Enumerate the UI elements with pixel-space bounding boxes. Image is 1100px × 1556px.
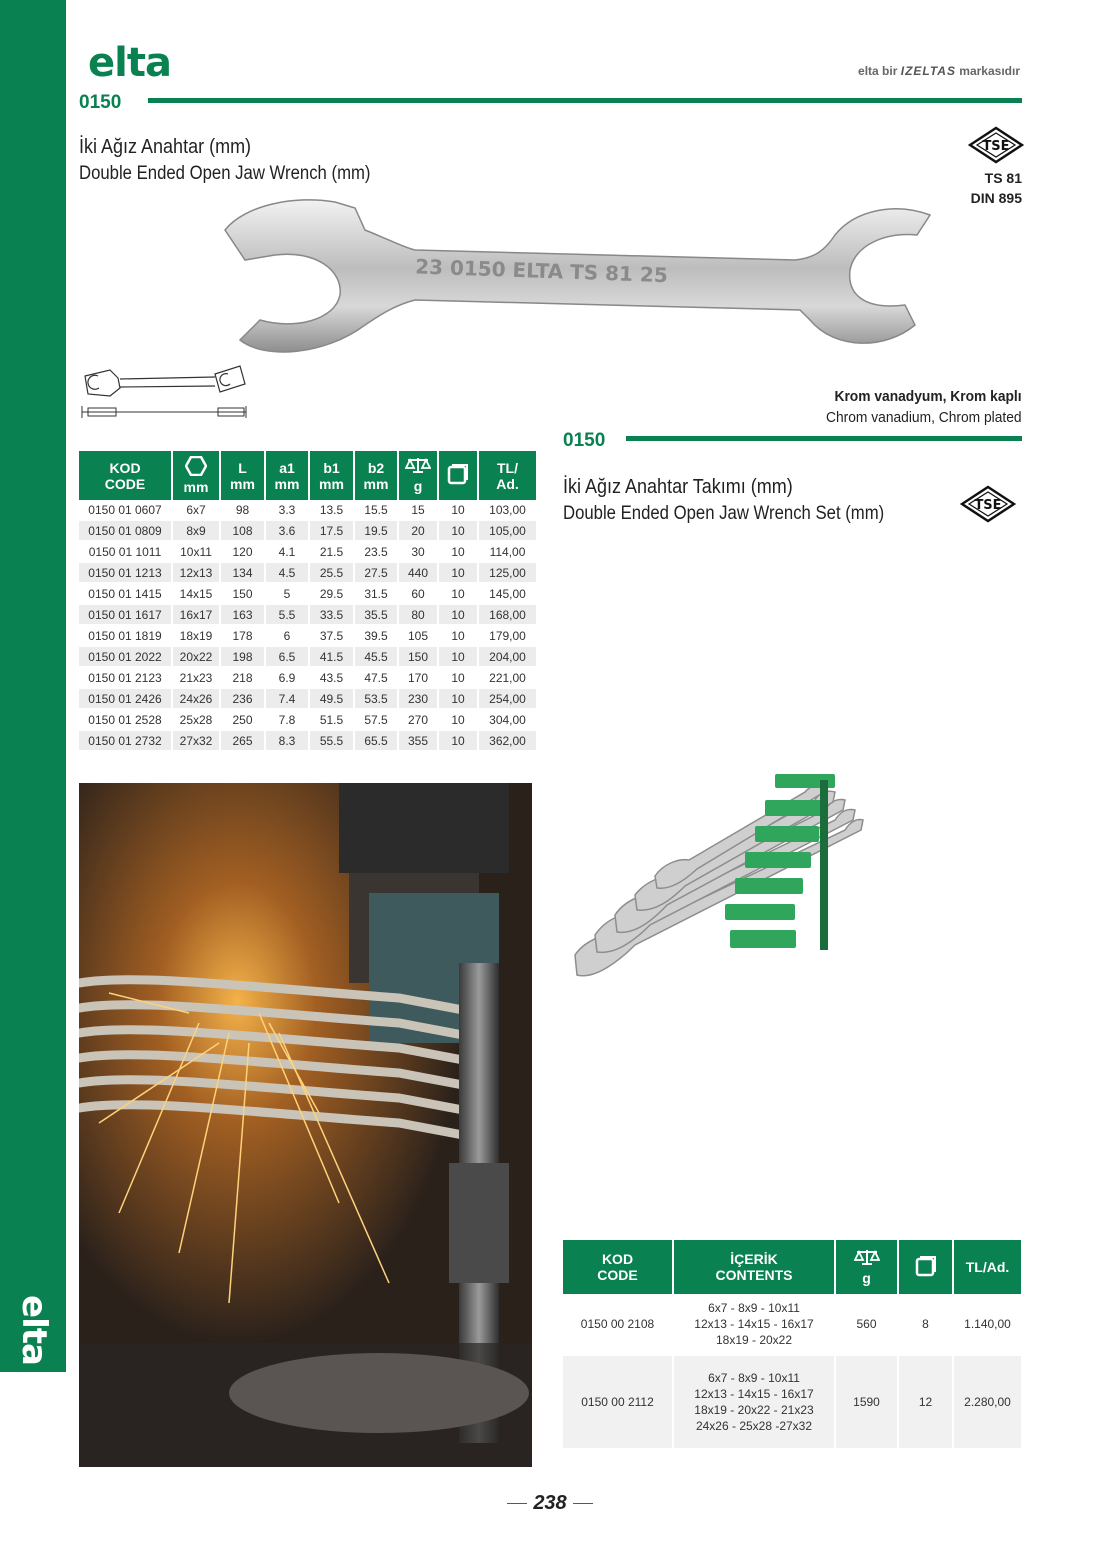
table-cell: 0150 01 1819 (79, 626, 173, 647)
table-cell: 221,00 (479, 668, 536, 689)
table-cell: 179,00 (479, 626, 536, 647)
table-cell: 114,00 (479, 542, 536, 563)
standard-ts81: TS 81 (984, 170, 1022, 186)
contents-line: 24x26 - 25x28 -27x32 (695, 1419, 813, 1433)
table-cell: 270 (399, 710, 439, 731)
table-cell: 10 (439, 605, 479, 626)
table-cell: 10 (439, 731, 479, 752)
table-cell: 13.5 (310, 500, 355, 521)
table-cell: 49.5 (310, 689, 355, 710)
table-row (563, 1356, 1021, 1450)
wrench-image (205, 190, 935, 360)
table-cell: 33.5 (310, 605, 355, 626)
table-cell: 150 (399, 647, 439, 668)
table-cell (674, 1294, 836, 1356)
table-cell: 21.5 (310, 542, 355, 563)
table-cell: 105 (399, 626, 439, 647)
table-cell: 204,00 (479, 647, 536, 668)
tse-logo (968, 126, 1024, 164)
table-row (79, 563, 536, 584)
table-cell: 27x32 (173, 731, 221, 752)
contents-line: 18x19 - 20x22 - 21x23 (694, 1403, 814, 1417)
set-table-body (563, 1294, 1021, 1450)
table-cell: 120 (221, 542, 266, 563)
table-cell: 150 (221, 584, 266, 605)
table-cell: 10 (439, 626, 479, 647)
table-cell: 16x17 (173, 605, 221, 626)
workshop-photo (79, 783, 532, 1467)
col-code: KOD CODE (563, 1240, 674, 1294)
table-cell: 2.280,00 (954, 1356, 1021, 1450)
table-cell: 10 (439, 710, 479, 731)
brand-note-brand: IZELTAS (900, 64, 956, 78)
table-cell: 12 (899, 1356, 954, 1450)
table-cell: 7.8 (266, 710, 310, 731)
material-note (809, 388, 1022, 426)
table-cell: 125,00 (479, 563, 536, 584)
table-cell: 47.5 (355, 668, 399, 689)
product2-title-en: Double Ended Open Jaw Wrench Set (mm) (563, 503, 885, 524)
spec-table-body (79, 500, 536, 752)
table-cell: 6x7 (173, 500, 221, 521)
table-cell: 15 (399, 500, 439, 521)
page-number: 238 (0, 1492, 1100, 1515)
table-cell: 65.5 (355, 731, 399, 752)
table-row (79, 542, 536, 563)
hexagon-icon (185, 456, 207, 476)
table-cell: 3.6 (266, 521, 310, 542)
table-cell (674, 1356, 836, 1450)
table-cell: 0150 01 2528 (79, 710, 173, 731)
table-cell: 25.5 (310, 563, 355, 584)
table-cell: 362,00 (479, 731, 536, 752)
table-row (79, 584, 536, 605)
table-cell: 10 (439, 500, 479, 521)
table-cell: 37.5 (310, 626, 355, 647)
table-cell: 560 (836, 1294, 899, 1356)
table-cell: 39.5 (355, 626, 399, 647)
contents-line: 12x13 - 14x15 - 16x17 (694, 1387, 814, 1401)
col-b1: b1 mm (310, 451, 355, 500)
table-cell: 304,00 (479, 710, 536, 731)
table-cell: 41.5 (310, 647, 355, 668)
table-cell: 105,00 (479, 521, 536, 542)
col-price: TL/ Ad. (479, 451, 536, 500)
table-cell: 25x28 (173, 710, 221, 731)
svg-text:TSE: TSE (974, 498, 1002, 513)
brand-note-prefix: elta bir (858, 64, 898, 78)
table-row (79, 626, 536, 647)
table-cell: 6.9 (266, 668, 310, 689)
table-cell: 18x19 (173, 626, 221, 647)
table-cell: 10 (439, 584, 479, 605)
svg-text:23 0150 ELTA TS 81 25: 23 0150 ELTA TS 81 25 (414, 254, 669, 288)
col-pack (439, 451, 479, 500)
table-cell: 250 (221, 710, 266, 731)
spec-table (79, 451, 536, 752)
wrench-drawing (80, 362, 250, 424)
table-cell: 12x13 (173, 563, 221, 584)
table-cell: 0150 00 2112 (563, 1356, 674, 1450)
sidebar-logo: elta (14, 1295, 54, 1365)
col-pack (899, 1240, 954, 1294)
table-cell: 29.5 (310, 584, 355, 605)
table-cell: 10 (439, 563, 479, 584)
set-table (563, 1240, 1021, 1450)
col-size: mm (173, 451, 221, 500)
sidebar-band (0, 0, 66, 1372)
table-cell: 0150 01 0809 (79, 521, 173, 542)
table-cell: 163 (221, 605, 266, 626)
table-cell: 265 (221, 731, 266, 752)
product2-title-tr: İki Ağız Anahtar Takımı (mm) (563, 476, 793, 498)
wrench-set-image (565, 770, 865, 995)
table-cell: 10 (439, 521, 479, 542)
table-cell: 7.4 (266, 689, 310, 710)
table-cell: 440 (399, 563, 439, 584)
table-cell: 20 (399, 521, 439, 542)
table-cell: 10 (439, 542, 479, 563)
table-cell: 23.5 (355, 542, 399, 563)
table-cell: 8.3 (266, 731, 310, 752)
table-cell: 51.5 (310, 710, 355, 731)
table-row (79, 731, 536, 752)
standard-din895: DIN 895 (970, 190, 1022, 206)
table-cell: 45.5 (355, 647, 399, 668)
table-cell: 8 (899, 1294, 954, 1356)
table-cell: 15.5 (355, 500, 399, 521)
col-price: TL/Ad. (954, 1240, 1021, 1294)
table-cell: 17.5 (310, 521, 355, 542)
table-cell: 1590 (836, 1356, 899, 1450)
table-cell: 98 (221, 500, 266, 521)
product1-code: 0150 (79, 92, 122, 113)
table-cell: 0150 01 2123 (79, 668, 173, 689)
table-cell: 0150 01 2732 (79, 731, 173, 752)
box-icon (915, 1255, 937, 1277)
table-cell: 236 (221, 689, 266, 710)
table-cell: 53.5 (355, 689, 399, 710)
table-cell: 20x22 (173, 647, 221, 668)
col-code: KOD CODE (79, 451, 173, 500)
table-cell: 178 (221, 626, 266, 647)
col-b2: b2 mm (355, 451, 399, 500)
table-cell: 0150 01 1011 (79, 542, 173, 563)
table-cell: 35.5 (355, 605, 399, 626)
table-cell: 27.5 (355, 563, 399, 584)
svg-text:TSE: TSE (982, 139, 1010, 154)
table-row (79, 668, 536, 689)
table-cell: 218 (221, 668, 266, 689)
table-cell: 80 (399, 605, 439, 626)
table-cell: 19.5 (355, 521, 399, 542)
scale-icon (405, 457, 431, 475)
table-cell: 134 (221, 563, 266, 584)
material-tr: Krom vanadyum, Krom kaplı (834, 388, 1022, 405)
table-cell: 4.5 (266, 563, 310, 584)
col-weight: g (399, 451, 439, 500)
table-row (79, 710, 536, 731)
table-cell: 0150 01 0607 (79, 500, 173, 521)
box-icon (447, 463, 469, 485)
contents-line: 6x7 - 8x9 - 10x11 (708, 1301, 800, 1315)
brand-logo: elta (88, 40, 171, 86)
col-length: L mm (221, 451, 266, 500)
tse-logo (960, 485, 1016, 523)
product2-code: 0150 (563, 430, 606, 451)
table-cell: 145,00 (479, 584, 536, 605)
table-cell: 6 (266, 626, 310, 647)
brand-note-suffix: markasıdır (959, 64, 1020, 78)
table-cell: 254,00 (479, 689, 536, 710)
table-cell: 5 (266, 584, 310, 605)
table-row (79, 647, 536, 668)
table-row (79, 500, 536, 521)
table-cell: 1.140,00 (954, 1294, 1021, 1356)
table-cell: 55.5 (310, 731, 355, 752)
product1-title-tr: İki Ağız Anahtar (mm) (79, 136, 252, 158)
table-cell: 6.5 (266, 647, 310, 668)
table-cell: 43.5 (310, 668, 355, 689)
product1-rule (148, 98, 1022, 103)
scale-icon (854, 1249, 880, 1267)
product1-title-en: Double Ended Open Jaw Wrench (mm) (79, 163, 371, 184)
table-cell: 60 (399, 584, 439, 605)
table-cell: 14x15 (173, 584, 221, 605)
table-cell: 3.3 (266, 500, 310, 521)
table-cell: 168,00 (479, 605, 536, 626)
contents-line: 6x7 - 8x9 - 10x11 (708, 1371, 800, 1385)
table-row (563, 1294, 1021, 1356)
table-cell: 10 (439, 689, 479, 710)
table-row (79, 605, 536, 626)
table-cell: 355 (399, 731, 439, 752)
table-cell: 0150 01 2426 (79, 689, 173, 710)
table-cell: 170 (399, 668, 439, 689)
col-weight: g (836, 1240, 899, 1294)
table-cell: 0150 01 1617 (79, 605, 173, 626)
table-cell: 10x11 (173, 542, 221, 563)
table-cell: 108 (221, 521, 266, 542)
table-cell: 24x26 (173, 689, 221, 710)
table-cell: 103,00 (479, 500, 536, 521)
table-cell: 198 (221, 647, 266, 668)
table-cell: 230 (399, 689, 439, 710)
brand-note (858, 64, 1020, 78)
table-row (79, 521, 536, 542)
contents-line: 12x13 - 14x15 - 16x17 (694, 1317, 814, 1331)
table-cell: 10 (439, 647, 479, 668)
product2-rule (626, 436, 1022, 441)
col-a1: a1 mm (266, 451, 310, 500)
table-cell: 8x9 (173, 521, 221, 542)
table-cell: 0150 01 2022 (79, 647, 173, 668)
table-row (79, 689, 536, 710)
table-cell: 0150 01 1213 (79, 563, 173, 584)
table-cell: 31.5 (355, 584, 399, 605)
table-cell: 4.1 (266, 542, 310, 563)
table-cell: 5.5 (266, 605, 310, 626)
table-cell: 0150 01 1415 (79, 584, 173, 605)
col-contents: İÇERİK CONTENTS (674, 1240, 836, 1294)
table-cell: 30 (399, 542, 439, 563)
table-cell: 57.5 (355, 710, 399, 731)
material-en: Chrom vanadium, Chrom plated (826, 409, 1022, 426)
table-cell: 10 (439, 668, 479, 689)
table-cell: 21x23 (173, 668, 221, 689)
contents-line: 18x19 - 20x22 (715, 1333, 793, 1347)
table-cell: 0150 00 2108 (563, 1294, 674, 1356)
